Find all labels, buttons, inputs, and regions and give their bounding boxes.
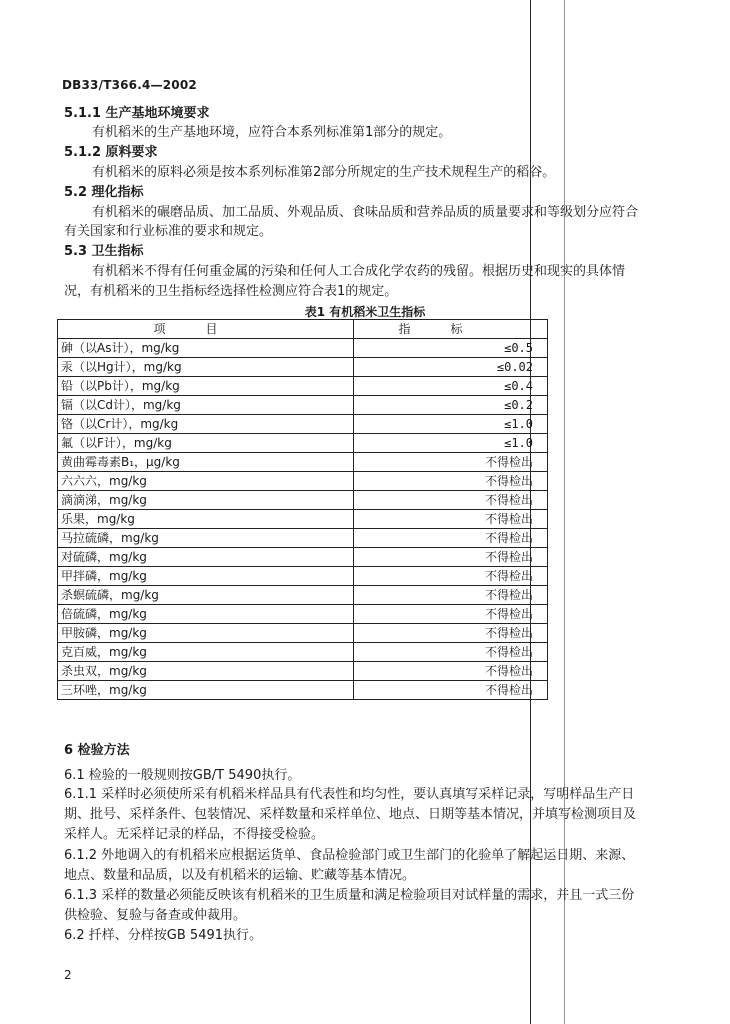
row-item: 乐果，mg/kg <box>58 510 354 529</box>
hygiene-index-table <box>57 319 548 700</box>
row-value: ≤1.0 <box>354 415 548 434</box>
table-row <box>58 662 548 681</box>
table-row <box>58 681 548 700</box>
row-value: 不得检出 <box>354 662 548 681</box>
row-item: 杀螟硫磷，mg/kg <box>58 586 354 605</box>
row-item: 六六六，mg/kg <box>58 472 354 491</box>
row-item: 滴滴涕，mg/kg <box>58 491 354 510</box>
para-6-1-2-line1: 6.1.2 外地调入的有机稻米应根据运货单、食品检验部门或卫生部门的化验单了解起运日期、来源、 <box>64 848 635 863</box>
table-row <box>58 358 548 377</box>
row-item: 黄曲霉毒素B₁，μg/kg <box>58 453 354 472</box>
table-row <box>58 586 548 605</box>
para-6-1-2-line2: 地点、数量和品质，以及有机稻米的运输、贮藏等基本情况。 <box>64 868 416 883</box>
column-header-item: 项目 <box>58 320 354 339</box>
para-5-3-line1: 有机稻米不得有任何重金属的污染和任何人工合成化学农药的残留。根据历史和现实的具体情 <box>92 264 626 279</box>
heading-5-2: 5.2 理化指标 <box>64 185 144 200</box>
row-item: 镉（以Cd计），mg/kg <box>58 396 354 415</box>
row-value: 不得检出 <box>354 548 548 567</box>
table-row <box>58 377 548 396</box>
row-item: 甲胺磷，mg/kg <box>58 624 354 643</box>
para-6-1-3-line1: 6.1.3 采样的数量必须能反映该有机稻米的卫生质量和满足检验项目对试样量的需求，并且一式三份 <box>64 888 635 903</box>
table-header-row <box>58 320 548 339</box>
row-value: 不得检出 <box>354 510 548 529</box>
row-value: ≤1.0 <box>354 434 548 453</box>
table-row <box>58 624 548 643</box>
row-value: 不得检出 <box>354 529 548 548</box>
heading-5-1-2: 5.1.2 原料要求 <box>64 145 158 160</box>
para-5-3-line2: 况，有机稻米的卫生指标经选择性检测应符合表1的规定。 <box>64 284 398 299</box>
para-6-2: 6.2 扦样、分样按GB 5491执行。 <box>64 928 263 943</box>
row-item: 砷（以As计），mg/kg <box>58 339 354 358</box>
row-value: ≤0.5 <box>354 339 548 358</box>
table-row <box>58 396 548 415</box>
row-item: 铬（以Cr计），mg/kg <box>58 415 354 434</box>
table-row <box>58 643 548 662</box>
table-row <box>58 605 548 624</box>
row-value: 不得检出 <box>354 453 548 472</box>
table-row <box>58 510 548 529</box>
scan-artifact-line <box>564 0 565 1024</box>
row-value: ≤0.02 <box>354 358 548 377</box>
para-6-1-1-line2: 期、批号、采样条件、包装情况、采样数量和采样单位、地点、日期等基本情况，并填写检测项目及 <box>64 807 637 822</box>
table-row <box>58 453 548 472</box>
row-item: 倍硫磷，mg/kg <box>58 605 354 624</box>
table-row <box>58 567 548 586</box>
row-item: 杀虫双，mg/kg <box>58 662 354 681</box>
row-item: 氟（以F计），mg/kg <box>58 434 354 453</box>
row-value: ≤0.2 <box>354 396 548 415</box>
row-item: 三环唑，mg/kg <box>58 681 354 700</box>
row-item: 对硫磷，mg/kg <box>58 548 354 567</box>
row-item: 汞（以Hg计），mg/kg <box>58 358 354 377</box>
row-item: 马拉硫磷，mg/kg <box>58 529 354 548</box>
row-item: 甲拌磷，mg/kg <box>58 567 354 586</box>
row-value: 不得检出 <box>354 605 548 624</box>
row-item: 铅（以Pb计），mg/kg <box>58 377 354 396</box>
table-caption: 表1 有机稻米卫生指标 <box>304 305 426 319</box>
table-row <box>58 548 548 567</box>
row-value: 不得检出 <box>354 643 548 662</box>
para-6-1: 6.1 检验的一般规则按GB/T 5490执行。 <box>64 768 301 783</box>
row-value: ≤0.4 <box>354 377 548 396</box>
column-header-value: 指标 <box>354 320 548 339</box>
heading-5-3: 5.3 卫生指标 <box>64 244 144 259</box>
para-6-1-1-line1: 6.1.1 采样时必须使所采有机稻米样品具有代表性和均匀性，要认真填写采样记录，写明样品生产日 <box>64 787 635 802</box>
row-value: 不得检出 <box>354 567 548 586</box>
row-value: 不得检出 <box>354 472 548 491</box>
table-row <box>58 339 548 358</box>
standard-code: DB33/T366.4—2002 <box>62 78 197 92</box>
page-number: 2 <box>64 968 72 982</box>
para-6-1-1-line3: 采样人。无采样记录的样品，不得接受检验。 <box>64 827 325 842</box>
row-item: 克百威，mg/kg <box>58 643 354 662</box>
para-5-1-1: 有机稻米的生产基地环境，应符合本系列标准第1部分的规定。 <box>92 125 452 140</box>
para-5-2-line2: 有关国家和行业标准的要求和规定。 <box>64 224 273 239</box>
row-value: 不得检出 <box>354 681 548 700</box>
row-value: 不得检出 <box>354 586 548 605</box>
heading-6: 6 检验方法 <box>64 743 130 758</box>
para-6-1-3-line2: 供检验、复验与备查或仲裁用。 <box>64 908 247 923</box>
row-value: 不得检出 <box>354 624 548 643</box>
para-5-1-2: 有机稻米的原料必须是按本系列标准第2部分所规定的生产技术规程生产的稻谷。 <box>92 165 556 180</box>
table-row <box>58 472 548 491</box>
table-row <box>58 415 548 434</box>
table-row <box>58 529 548 548</box>
heading-5-1-1: 5.1.1 生产基地环境要求 <box>64 106 210 121</box>
para-5-2-line1: 有机稻米的碾磨品质、加工品质、外观品质、食味品质和营养品质的质量要求和等级划分应符合 <box>92 205 639 220</box>
row-value: 不得检出 <box>354 491 548 510</box>
table-row <box>58 491 548 510</box>
table-row <box>58 434 548 453</box>
